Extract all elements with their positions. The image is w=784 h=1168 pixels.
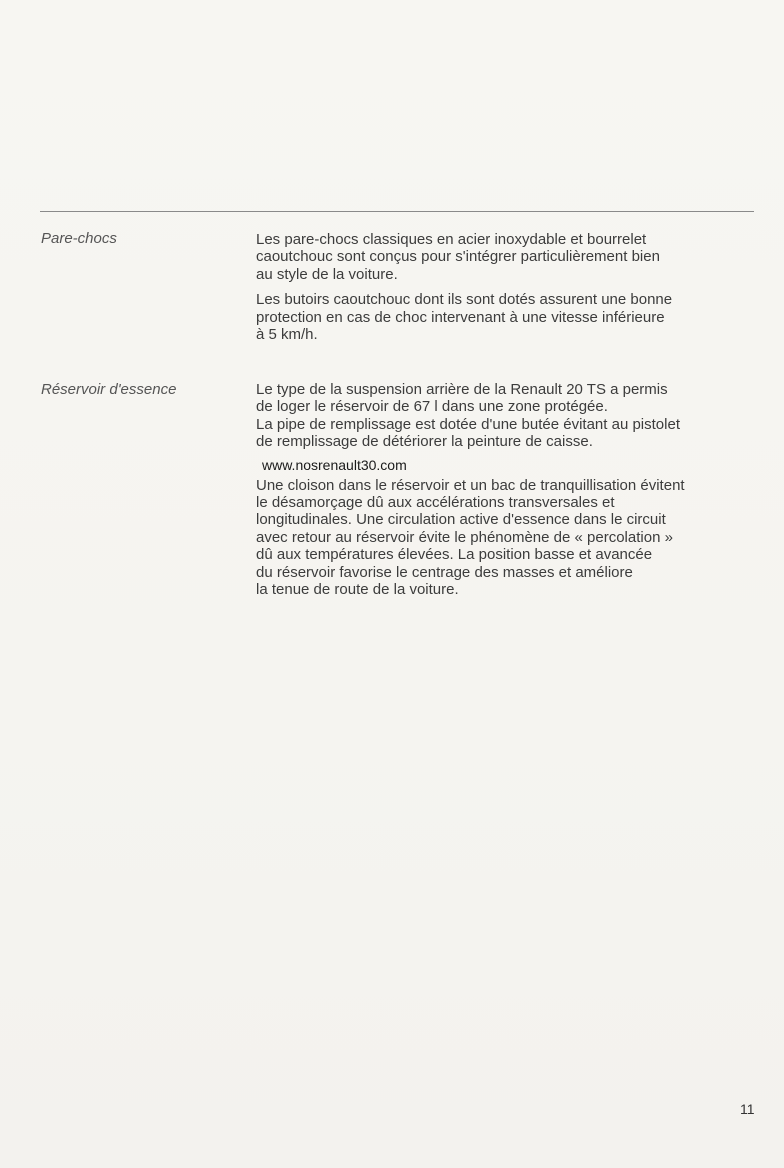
section-label: Réservoir d'essence: [41, 381, 177, 398]
page-number: 11: [740, 1101, 755, 1117]
watermark-url: www.nosrenault30.com: [262, 456, 407, 473]
paragraph: Le type de la suspension arrière de la Renault 20 TS a permis de loger le réservoir de 67 l dans une zone protégée. La pipe de remplissage est dotée d'une butée évitant au pistolet de remplissage de détériorer la peinture de caisse.: [256, 381, 680, 451]
paragraph: Une cloison dans le réservoir et un bac de tranquillisation évitent le désamorçage dû aux accélérations transversales et longitudinales. Une circulation active d'essence dans le circuit avec retour au réservoir évite le phénomène de « percolation » dû aux températures élevées. La position basse et avancée du réservoir favorise le centrage des masses et améliore la tenue de route de la voiture.: [256, 476, 685, 599]
section-label: Pare-chocs: [41, 230, 117, 247]
paragraph: Les pare-chocs classiques en acier inoxydable et bourrelet caoutchouc sont conçus pour s'intégrer particulièrement bien au style de la voiture.: [256, 231, 660, 283]
paragraph: Les butoirs caoutchouc dont ils sont dotés assurent une bonne protection en cas de choc intervenant à une vitesse inférieure à 5 km/h.: [256, 291, 673, 344]
horizontal-rule: [40, 211, 754, 212]
section-body: [256, 381, 736, 606]
section-body: [256, 231, 736, 351]
